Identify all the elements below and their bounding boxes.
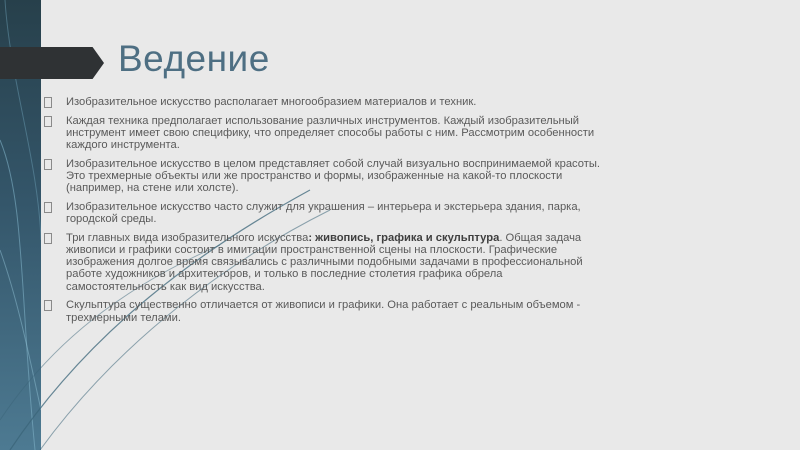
bullet-box-icon xyxy=(44,97,52,108)
bullet-text xyxy=(66,232,604,293)
bullet-box-icon xyxy=(44,233,52,244)
bullet-text-emphasis: : живопись, графика и скульптура xyxy=(308,231,500,244)
slide-title: Ведение xyxy=(118,38,270,79)
bullet-box-icon xyxy=(44,159,52,170)
bullet-text: Изобразительное искусство располагает многообразием материалов и техник. xyxy=(66,96,477,108)
bullet-text: Скульптура существенно отличается от живописи и графики. Она работает с реальным объемом - трехмерными телами. xyxy=(66,299,581,324)
bullet-text: Изобразительное искусство часто служит для украшения – интерьера и экстерьера здания, парка, городской среды. xyxy=(66,200,581,226)
bullet-list xyxy=(44,96,604,330)
bullet-text-part: . Общая задача живописи и графики состоит в имитации пространственной сцены на плоскости. Графические изображения долгое время связывались с различными подобными задачами в профессиональной работе художников и архитекторов, и только в последние столетия графика обрела самостоятельность как вид искусства. xyxy=(66,231,583,293)
list-item xyxy=(44,96,604,108)
bullet-box-icon xyxy=(44,116,52,127)
bullet-text-part: Три главных вида изобразительного искусства xyxy=(66,231,309,244)
bullet-box-icon xyxy=(44,202,52,213)
list-item xyxy=(44,201,604,225)
list-item xyxy=(44,115,604,152)
list-item xyxy=(44,158,604,195)
list-item xyxy=(44,232,604,293)
title-tab-arrow xyxy=(0,47,104,79)
list-item xyxy=(44,299,604,323)
bullet-box-icon xyxy=(44,300,52,311)
bullet-text: Каждая техника предполагает использование различных инструментов. Каждый изобразительный инструмент имеет свою специфику, что определяет способы работы с ним. Рассмотрим особенности каждого инструмента. xyxy=(66,114,595,152)
bullet-text: Изобразительное искусство в целом представляет собой случай визуально воспринимаемой красоты. Это трехмерные объекты или же пространство и формы, изображенные на какой-то плоскости (например, на стене или холсте). xyxy=(66,157,601,195)
